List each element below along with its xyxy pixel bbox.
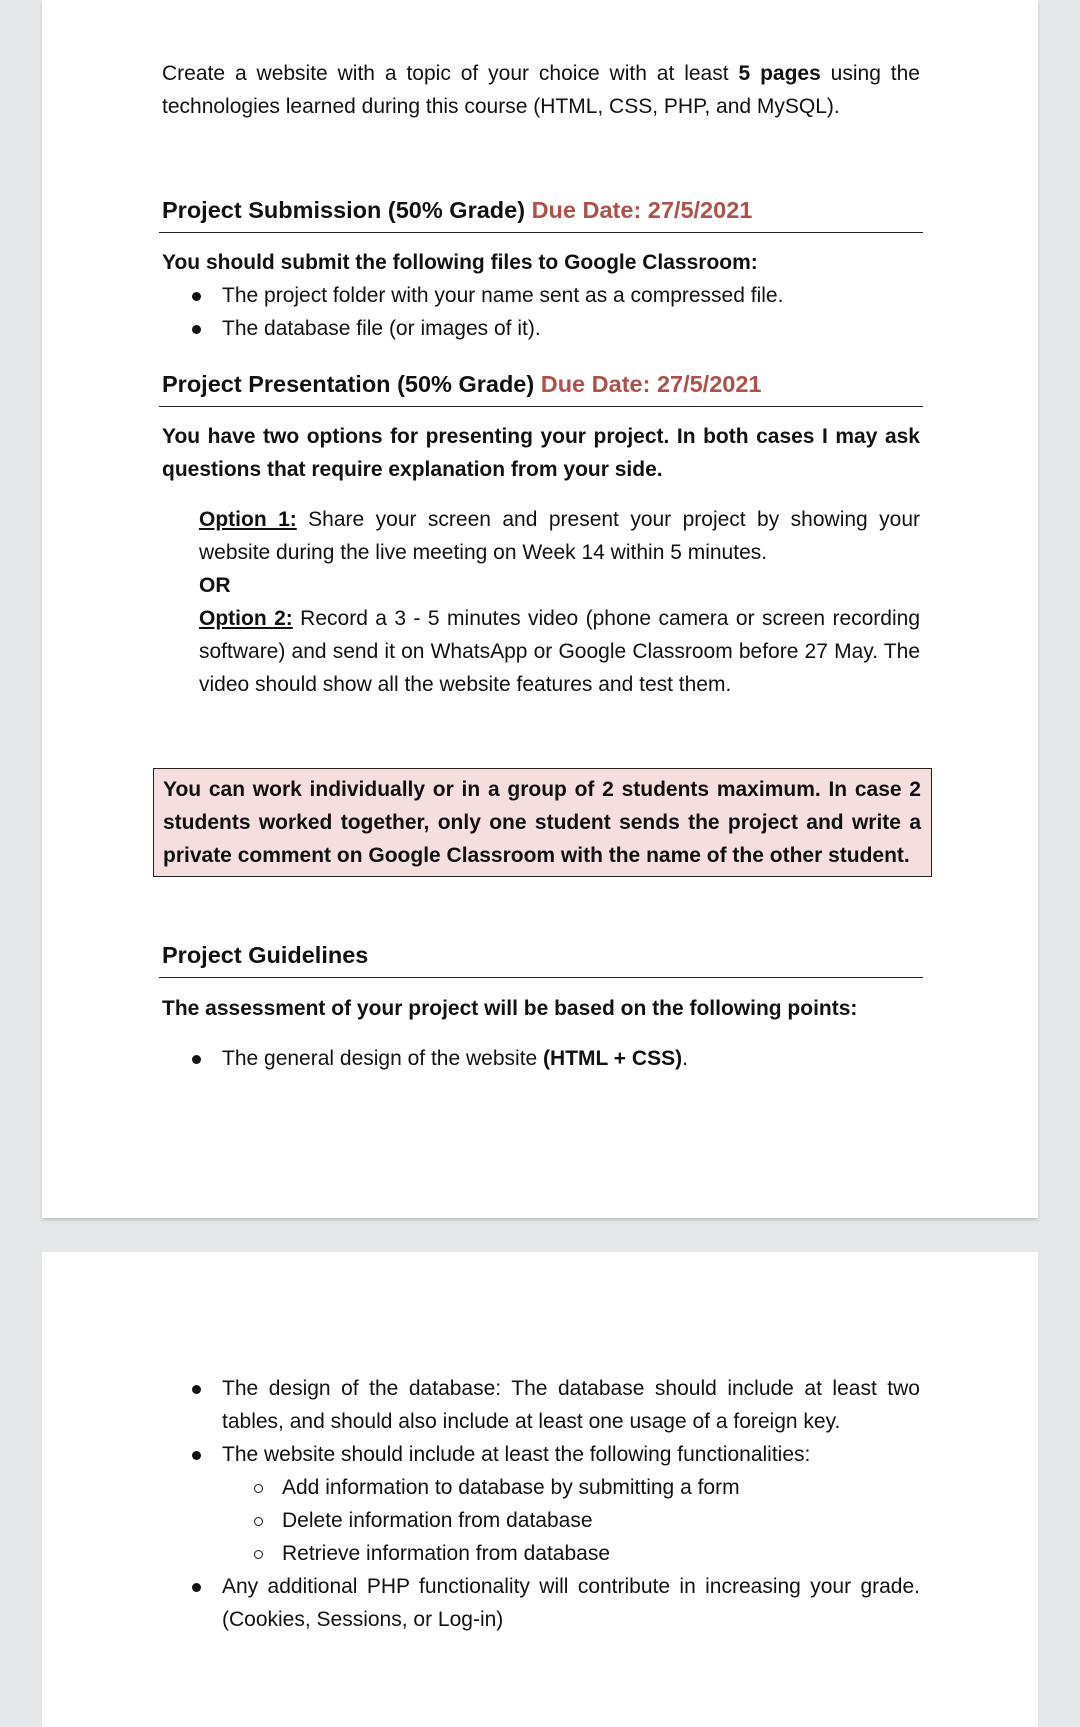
list-item: The database file (or images of it).: [162, 312, 920, 345]
document-page-2: [42, 1252, 1038, 1727]
guidelines-list: [162, 1042, 920, 1075]
document-page-1: [42, 0, 1038, 1218]
presentation-lead: You have two options for presenting your project. In both cases I may ask questions that require explanation from your side.: [162, 425, 920, 481]
presentation-options: [162, 503, 920, 701]
option-1: Option 1: Share your screen and present your project by showing your website during the live meeting on Week 14 within 5 minutes.: [199, 508, 920, 564]
guidelines-lead: The assessment of your project will be based on the following points:: [162, 997, 858, 1020]
list-item: The project folder with your name sent as a compressed file.: [162, 279, 920, 312]
submission-heading: Project Submission (50% Grade) Due Date: 27/5/2021: [159, 190, 923, 233]
functionalities-list: [162, 1471, 920, 1570]
submission-section: [162, 190, 920, 233]
list-item: The general design of the website (HTML + CSS).: [162, 1042, 920, 1075]
sub-list-item: Delete information from database: [222, 1504, 920, 1537]
submission-due-date: Due Date: 27/5/2021: [531, 197, 753, 223]
guidelines-list-continued: [162, 1372, 920, 1471]
guidelines-list-end: [162, 1570, 920, 1636]
presentation-heading: Project Presentation (50% Grade) Due Date: 27/5/2021: [159, 364, 923, 407]
group-note-box: You can work individually or in a group of 2 students maximum. In case 2 students worked together, only one student sends the project and write a private comment on Google Classroom with the name of the other student.: [153, 768, 932, 877]
submission-body: [162, 246, 920, 345]
list-item: The design of the database: The database should include at least two tables, and should also include at least one usage of a foreign key.: [162, 1372, 920, 1438]
sub-list-item: Retrieve information from database: [222, 1537, 920, 1570]
sub-list-item: Add information to database by submitting a form: [222, 1471, 920, 1504]
submission-lead: You should submit the following files to Google Classroom:: [162, 251, 758, 274]
submission-list: [162, 279, 920, 345]
intro-bold: 5 pages: [738, 62, 821, 85]
list-item: The website should include at least the following functionalities:: [162, 1438, 920, 1471]
guidelines-section: [162, 935, 920, 978]
option-or: OR: [199, 574, 231, 597]
intro-paragraph: [162, 57, 920, 123]
option-2: Option 2: Record a 3 - 5 minutes video (phone camera or screen recording software) and send it on WhatsApp or Google Classroom before 27 May. The video should show all the website features and test them.: [199, 607, 920, 696]
presentation-body: [162, 420, 920, 701]
intro-text: Create a website with a topic of your choice with at least: [162, 62, 739, 85]
guidelines-body: [162, 992, 920, 1075]
guidelines-continued: [162, 1372, 920, 1636]
presentation-due-date: Due Date: 27/5/2021: [540, 371, 762, 397]
list-item: Any additional PHP functionality will contribute in increasing your grade. (Cookies, Sessions, or Log-in): [162, 1570, 920, 1636]
guidelines-heading: Project Guidelines: [159, 935, 923, 978]
intro-text-end: using the technologies learned during this course (HTML, CSS, PHP, and MySQL).: [162, 62, 920, 118]
presentation-section: [162, 364, 920, 407]
